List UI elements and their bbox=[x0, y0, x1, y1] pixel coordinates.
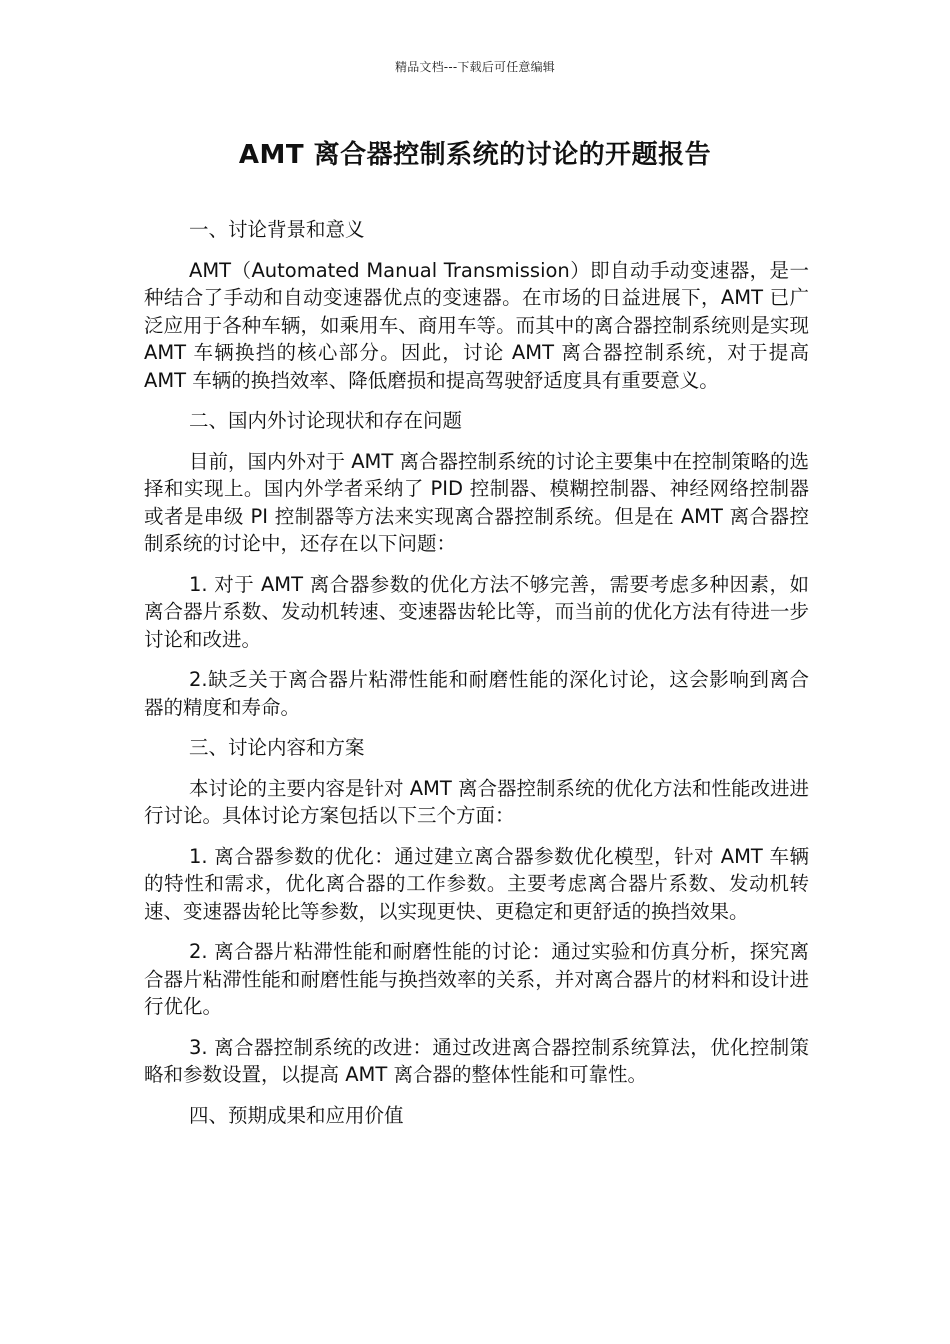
header-note: 精品文档---下载后可任意编辑 bbox=[395, 60, 555, 74]
list-item-problem-2: 2.缺乏关于离合器片粘滞性能和耐磨性能的深化讨论，这会影响到离合器的精度和寿命。 bbox=[144, 668, 809, 719]
section-heading-status: 二、国内外讨论现状和存在问题 bbox=[189, 409, 463, 432]
section-heading-expected-results: 四、预期成果和应用价值 bbox=[189, 1103, 404, 1127]
document-title: AMT 离合器控制系统的讨论的开题报告 bbox=[238, 140, 712, 170]
list-item-plan-1: 1. 离合器参数的优化：通过建立离合器参数优化模型，针对 AMT 车辆的特性和需求，优化离合器的工作参数。主要考虑离合器片系数、发动机转速、变速器齿轮比等参数，以实现更快、更稳定和更舒适的换挡效果。 bbox=[144, 844, 809, 923]
list-item-problem-1: 1. 对于 AMT 离合器参数的优化方法不够完善，需要考虑多种因素，如离合器片系数、发动机转速、变速器齿轮比等，而当前的优化方法有待进一步讨论和改进。 bbox=[144, 572, 809, 651]
section-heading-content: 三、讨论内容和方案 bbox=[189, 736, 365, 759]
list-item-plan-2: 2. 离合器片粘滞性能和耐磨性能的讨论：通过实验和仿真分析，探究离合器片粘滞性能和耐磨性能与换挡效率的关系，并对离合器片的材料和设计进行优化。 bbox=[144, 940, 809, 1018]
document-body bbox=[144, 216, 809, 1142]
paragraph-research-content: 本讨论的主要内容是针对 AMT 离合器控制系统的优化方法和性能改进进行讨论。具体讨论方案包括以下三个方面： bbox=[144, 776, 809, 827]
list-item-plan-3: 3. 离合器控制系统的改进：通过改进离合器控制系统算法，优化控制策略和参数设置，以提高 AMT 离合器的整体性能和可靠性。 bbox=[144, 1035, 809, 1086]
paragraph-research-status: 目前，国内外对于 AMT 离合器控制系统的讨论主要集中在控制策略的选择和实现上。国内外学者采纳了 PID 控制器、模糊控制器、神经网络控制器或者是串级 PI 控制器等方法来实现离合器控制系统。但是在 AMT 离合器控制系统的讨论中，还存在以下问题： bbox=[144, 449, 809, 555]
section-heading-background: 一、讨论背景和意义 bbox=[189, 218, 365, 241]
paragraph-amt-intro: AMT（Automated Manual Transmission）即自动手动变速器，是一种结合了手动和自动变速器优点的变速器。在市场的日益进展下，AMT 已广泛应用于各种车辆，如乘用车、商用车等。而其中的离合器控制系统则是实现 AMT 车辆换挡的核心部分。因此，讨论 AMT 离合器控制系统，对于提高 AMT 车辆的换挡效率、降低磨损和提高驾驶舒适度具有重要意义。 bbox=[144, 258, 809, 392]
